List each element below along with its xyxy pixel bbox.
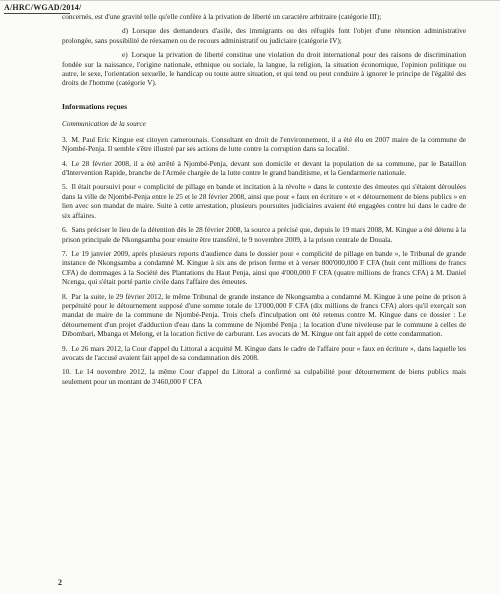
paragraph-9: 9. Le 26 mars 2012, la Cour d'appel du Littoral a acquitté M. Kingue dans le cadre de l'affaire pour « faux en écriture », dans laquelle les avocats de l'accusé avaient fait appel de sa condamnation dès 2008.: [62, 343, 466, 362]
paragraph-item-e: e) Lorsque la privation de liberté constitue une violation du droit international pour des raisons de discrimination fondée sur la naissance, l'origine nationale, ethnique ou sociale, la langue, la religion, la situation économique, l'opinion politique ou autre, le sexe, l'orientation sexuelle, le handicap ou toute autre situation, et qui tend ou peut conduire à ignorer le principe de l'égalité des droits de l'homme (catégorie V).: [62, 50, 466, 88]
paragraph-7: 7. Le 19 janvier 2009, après plusieurs reports d'audience dans le dossier pour « complicité de pillage en bande », le Tribunal de grande instance de Nkongsamba a condamné M. Kingue à six ans de prison ferme et à verser 800'000,000 F CFA (huit cent millions de francs CFA) de dommages à la Société des Plantations du Haut Penja, ainsi que 4'000,000 F CFA (quatre millions de francs CFA) à M. Daniel Ncenga, qui s'était porté partie civile dans l'affaire des émeutes.: [62, 248, 466, 287]
paragraph-6: 6. Sans préciser le lieu de la détention dès le 28 février 2008, la source a précisé que, depuis le 19 mars 2008, M. Kingue a été détenu à la prison principale de Nkongsamba pour ensuite être transféré, le 9 novembre 2009, à la prison centrale de Douala.: [62, 225, 466, 244]
page-edge: [0, 0, 500, 1]
page-number: 2: [58, 578, 62, 587]
paragraph-8: 8. Par la suite, le 29 février 2012, le même Tribunal de grande instance de Nkongsamba a condamné M. Kingue à une peine de prison à perpétuité pour le détournement supposé d'une somme totale de 13'000,000 F CFA (dix millions de francs CFA) alors qu'il exerçait son mandat de maire de la commune de Njombé-Penja. Trois chefs d'inculpation ont été retenus contre M. Kingue dans ce dossier : Le détournement d'un projet d'adduction d'eau dans la commune de Njombé Penja ; la location d'une niveleuse par le commune à celles de Dibombari, Mbanga et Melong, et la location fictive de carburant. Les avocats de M. Kingue ont fait appel de cette condamnation.: [62, 291, 466, 339]
document-body: [62, 12, 466, 386]
paragraph-continuation: concernés, est d'une gravité telle qu'elle confère à la privation de liberté un caractère arbitraire (catégorie III);: [62, 12, 382, 21]
paragraph-3: 3. M. Paul Eric Kingue est citoyen camerounais. Consultant en droit de l'environnement, il a été élu en 2007 maire de la commune de Njombé-Penja. Il semble s'être illustré par ses actions de lutte contre la corruption dans sa localité.: [62, 134, 466, 154]
paragraph-10: 10. Le 14 novembre 2012, la même Cour d'appel du Littoral a confirmé sa culpabilité pour détournement de biens publics mais seulement pour un montant de 3'460,000 F CFA: [62, 367, 466, 386]
document-symbol: A/HRC/WGAD/2014/: [4, 3, 82, 12]
paragraph-4: 4. Le 28 février 2008, il a été arrêté à Njombé-Penja, devant son domicile et devant la population de sa commune, par le Bataillon d'Intervention Rapide, branche de l'Armée chargée de la lutte contre le grand banditisme, et la Gendarmerie nationale.: [62, 158, 466, 178]
paragraph-item-d: d) Lorsque des demandeurs d'asile, des immigrants ou des réfugiés font l'objet d'une rétention administrative prolongée, sans possibilité de réexamen ou de recours administratif ou judiciaire (catégorie IV);: [62, 26, 466, 45]
paragraph-5: 5. Il était poursuivi pour « complicité de pillage en bande et incitation à la révolte » dans le contexte des émeutes qui s'étaient déroulées dans la ville de Njombé-Penja entre le 25 et le 28 février 2008, ainsi que pour « faux en écriture » et « détournement de biens publics » en lien avec son mandat de maire. Suite à cette arrestation, plusieurs poursuites judiciaires avaient été engagées contre lui dans le cadre de six affaires.: [62, 182, 466, 220]
section-subheading: Communication de la source: [62, 118, 146, 128]
section-heading: Informations reçues: [62, 101, 128, 111]
